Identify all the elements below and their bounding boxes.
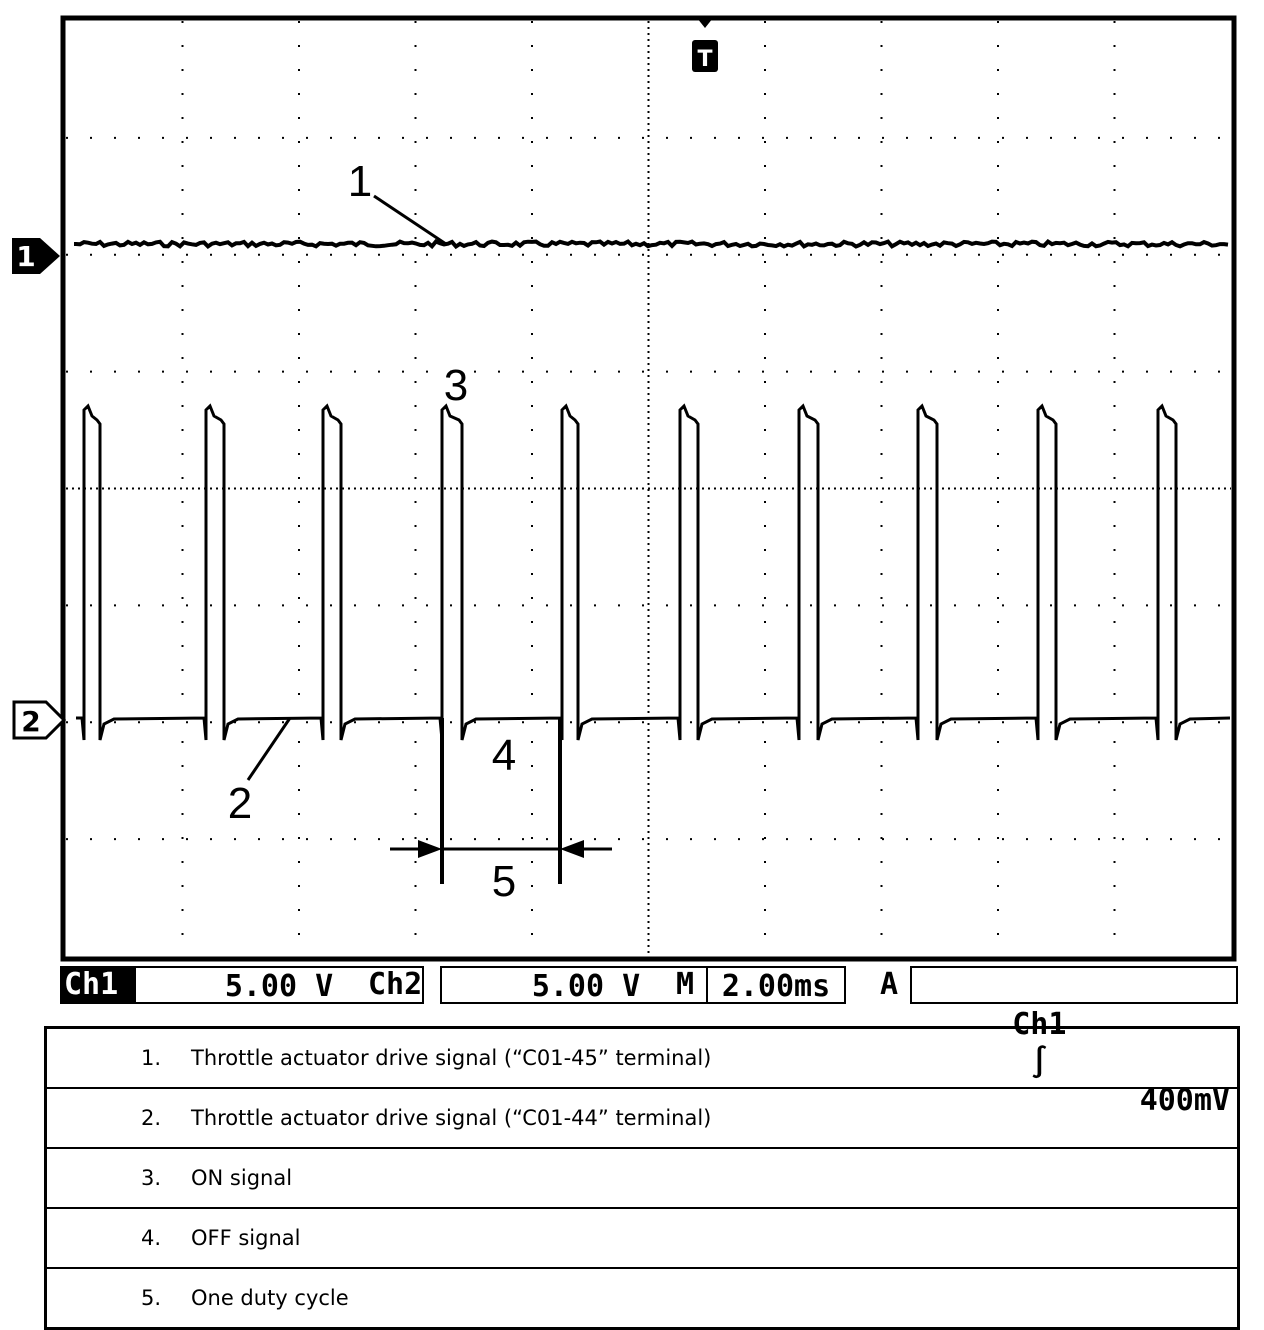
channel-2-trace [76,406,1230,740]
legend-row [47,1089,1237,1149]
legend-number: 1. [141,1046,162,1070]
trigger-marker-label: T [697,47,713,72]
trigger-source: Ch1 [1012,1007,1067,1042]
callout-1-label: 1 [347,157,373,206]
trigger-level: 400mV [1139,1083,1230,1118]
channel-2-marker [14,702,64,738]
callout-4-label: 4 [491,731,517,780]
trigger-label: A [880,967,899,1002]
legend-table [44,1026,1240,1330]
ch2-label: Ch2 [368,967,423,1002]
legend-row [47,1209,1237,1269]
legend-number: 4. [141,1226,162,1250]
legend-number: 2. [141,1106,162,1130]
legend-text: ON signal [191,1166,293,1190]
legend-text: Throttle actuator drive signal (“C01-45” terminal) [191,1046,712,1070]
trigger-slope-icon: ∫ [1030,1045,1049,1080]
callout-3-label: 3 [443,361,469,410]
trigger-marker [692,18,718,72]
callout-1 [348,157,446,244]
ch1-label: Ch1 [60,966,134,1004]
channel-1-marker-label: 1 [16,240,36,273]
callout-5-label: 5 [491,857,517,906]
channel-1-marker [12,238,60,274]
legend-row [47,1029,1237,1089]
callout-2-label: 2 [227,779,253,828]
legend-text: OFF signal [191,1226,301,1250]
channel-1-trace [74,242,1228,247]
trigger-settings [910,966,1238,1118]
channel-2-marker-label: 2 [21,705,41,738]
legend-row [47,1269,1237,1327]
legend-number: 5. [141,1286,162,1310]
legend-text: Throttle actuator drive signal (“C01-44” terminal) [191,1106,712,1130]
time-label: M [676,967,695,1002]
callout-2 [228,718,290,828]
legend-number: 3. [141,1166,162,1190]
legend-text: One duty cycle [191,1286,349,1310]
ch2-scale: 5.00 V [440,966,732,1004]
ch1-scale: 5.00 V [134,966,424,1004]
legend-row [47,1149,1237,1209]
time-scale: 2.00ms [706,966,846,1004]
